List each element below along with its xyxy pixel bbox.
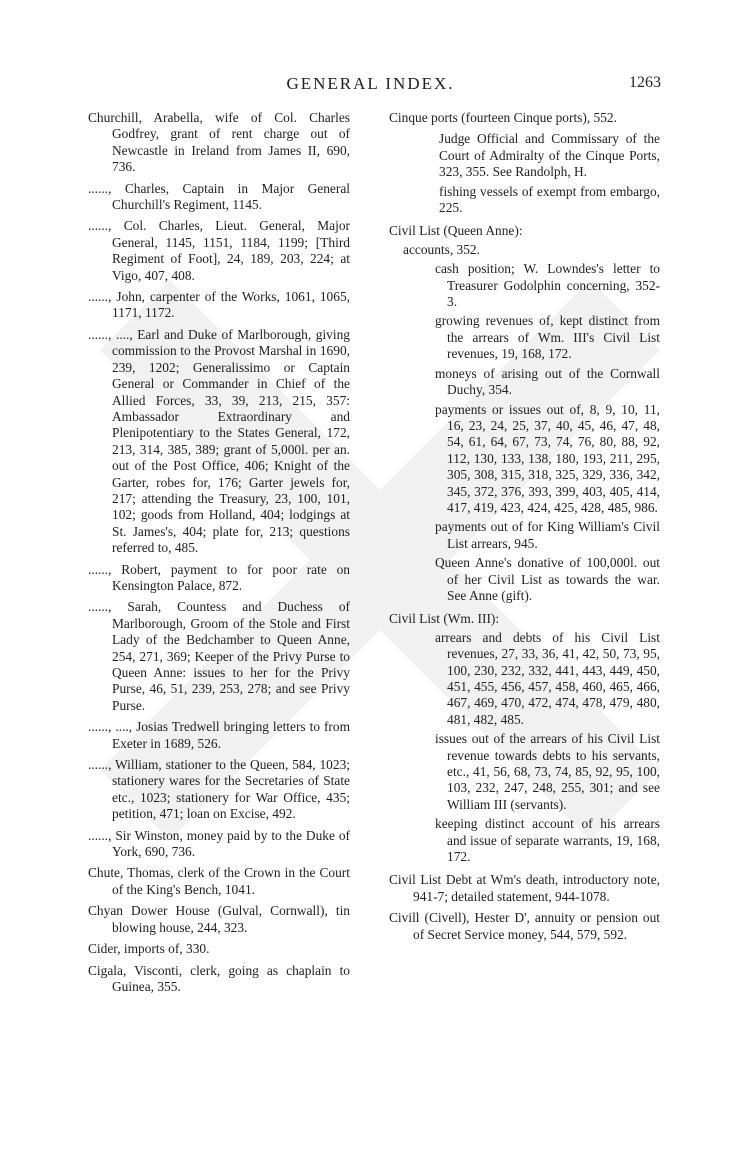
index-entry: ......, Sarah, Countess and Duchess of Marlborough, Groom of the Stole and First Lady of the Bedchamber to Queen Anne, 254, 271, 369; Keeper of the Privy Purse to Queen Anne: issues to her for the Privy Purse, 46, 51, 239, 253, 278; and see Privy Purse. [88, 599, 350, 713]
sub-entry: arrears and debts of his Civil List revenues, 27, 33, 36, 41, 42, 50, 73, 95, 100, 230, 232, 332, 441, 443, 449, 450, 451, 455, 456, 457, 458, 460, 465, 466, 467, 469, 470, 472, 474, 478, 479, 480, 481, 482, 485. [435, 629, 660, 727]
left-column [88, 110, 350, 1000]
sub-entry: growing revenues of, kept distinct from the arrears of Wm. III's Civil List revenues, 19, 168, 172. [435, 313, 660, 362]
index-entry-civil-list-anne: Civil List (Queen Anne): [389, 223, 523, 239]
index-title: GENERAL INDEX. [286, 74, 455, 93]
index-entry: Cigala, Visconti, clerk, going as chaplain to Guinea, 355. [88, 962, 350, 994]
index-entry: Chyan Dower House (Gulval, Cornwall), tin blowing house, 244, 323. [88, 903, 350, 935]
index-entry: Cider, imports of, 330. [88, 941, 210, 957]
sub-entry: Judge Official and Commissary of the Court of Admiralty of the Cinque Ports, 323, 355. See Randolph, H. [439, 131, 660, 180]
index-entry: ......, ...., Josias Tredwell bringing letters to from Exeter in 1689, 526. [88, 719, 350, 751]
sub-entry: moneys of arising out of the Cornwall Duchy, 354. [435, 365, 660, 398]
index-entry: ......, Col. Charles, Lieut. General, Major General, 1145, 1151, 1184, 1199; [Third Regiment of Foot], 24, 189, 203, 224; at Vigo, 407, 408. [88, 218, 350, 283]
index-entry-civil-list-wm: Civil List (Wm. III): [389, 611, 500, 627]
sub-entry: accounts, 352. [403, 241, 480, 257]
index-entry-cinque-ports: Cinque ports (fourteen Cinque ports), 552. [389, 110, 617, 125]
sub-entry: fishing vessels of exempt from embargo, 225. [439, 183, 660, 216]
sub-entry: cash position; W. Lowndes's letter to Treasurer Godolphin concerning, 352-3. [435, 261, 660, 310]
index-entry: ......, ...., Earl and Duke of Marlborough, giving commission to the Provost Marshal in 1690, 239, 1202; Generalissimo or Captain General or Commander in Chief of the Allied Forces, 33, 39, 213, 215, 357: Ambassador Extraordinary and Plenipotentiary to the States General, 172, 213, 314, 385, 389; grant of 5,000l. per an. out of the Post Office, 406; Knight of the Garter, robes for, 176; Garter jewels for, 217; attending the Treasury, 23, 100, 101, 102; goods from Holland, 404; lodgings at St. James's, 404; plate for, 213; questions referred to, 485. [88, 326, 350, 556]
right-column [389, 110, 660, 948]
index-entry-civil-list-debt: Civil List Debt at Wm's death, introductory note, 941-7; detailed statement, 944-1078. [389, 872, 660, 904]
sub-entry: payments or issues out of, 8, 9, 10, 11, 16, 23, 24, 25, 37, 40, 45, 46, 47, 48, 54, 61, 64, 67, 73, 74, 76, 80, 88, 92, 112, 130, 133, 138, 180, 193, 211, 295, 305, 308, 315, 318, 325, 329, 336, 342, 345, 372, 376, 393, 399, 403, 405, 414, 417, 419, 423, 424, 425, 428, 485, 986. [435, 401, 660, 515]
index-entry: Chute, Thomas, clerk of the Crown in the Court of the King's Bench, 1041. [88, 865, 350, 897]
index-entry: ......, William, stationer to the Queen, 584, 1023; stationery wares for the Secretaries of State etc., 1023; stationery for War Office, 435; petition, 471; loan on Excise, 492. [88, 757, 350, 822]
index-entry-civill: Civill (Civell), Hester D', annuity or pension out of Secret Service money, 544, 579, 592. [389, 910, 660, 942]
index-entry: ......, Robert, payment to for poor rate on Kensington Palace, 872. [88, 561, 350, 593]
sub-entry: keeping distinct account of his arrears and issue of separate warrants, 19, 168, 172. [435, 816, 660, 865]
index-entry: ......, Sir Winston, money paid by to the Duke of York, 690, 736. [88, 827, 350, 860]
sub-entry: payments out of for King William's Civil List arrears, 945. [435, 519, 660, 551]
index-entry: Churchill, Arabella, wife of Col. Charles Godfrey, grant of rent charge out of Newcastle in Ireland from James II, 690, 736. [88, 110, 350, 175]
sub-entry: Queen Anne's donative of 100,000l. out of her Civil List as towards the war. See Anne (gift). [435, 555, 660, 603]
page-number: 1263 [629, 74, 661, 91]
index-entry: ......, Charles, Captain in Major General Churchill's Regiment, 1145. [88, 180, 350, 213]
index-entry: ......, John, carpenter of the Works, 1061, 1065, 1171, 1172. [88, 289, 350, 321]
sub-entry: issues out of the arrears of his Civil List revenue towards debts to his servants, etc., 41, 56, 68, 73, 74, 85, 92, 95, 100, 103, 232, 247, 248, 255, 301; and see William III (servants). [435, 731, 660, 812]
